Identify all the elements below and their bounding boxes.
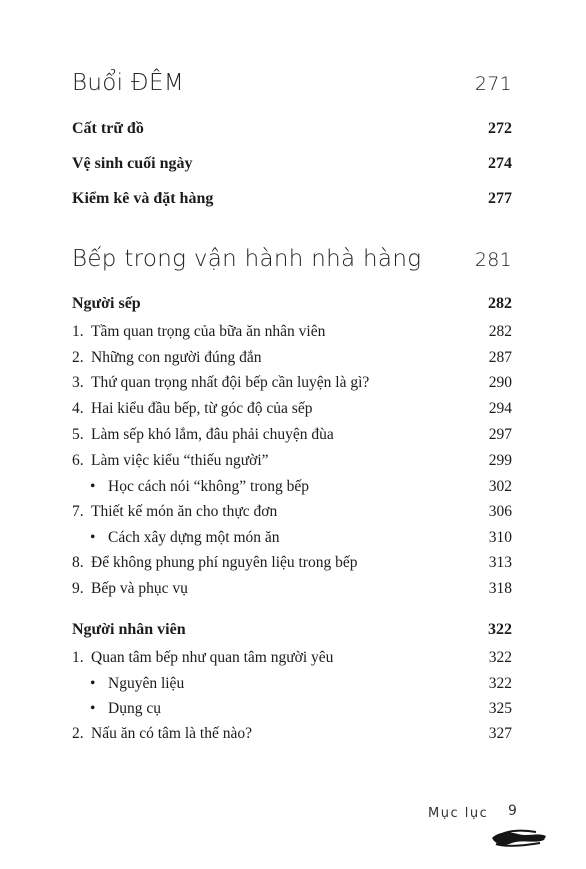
item-title: Quan tâm bếp như quan tâm người yêu	[91, 649, 334, 666]
part-page: 281	[474, 249, 512, 271]
item-number: 4.	[72, 400, 84, 417]
item-page: 327	[488, 725, 512, 742]
toc-section[interactable]	[72, 120, 512, 138]
item-title: Những con người đúng đắn	[91, 349, 262, 366]
toc-section[interactable]	[72, 190, 512, 208]
item-page: 299	[488, 452, 512, 469]
section-title: Vệ sinh cuối ngày	[72, 155, 193, 172]
item-page: 297	[488, 426, 512, 443]
section-title: Cất trữ đồ	[72, 120, 144, 137]
footer-running-title: Mục lục	[428, 806, 489, 821]
item-number: 6.	[72, 452, 84, 469]
bullet-icon: •	[90, 700, 96, 717]
item-number: 8.	[72, 554, 84, 571]
toc-item[interactable]	[72, 349, 512, 367]
item-number: 2.	[72, 725, 84, 742]
toc-item[interactable]	[72, 649, 512, 667]
item-number: 1.	[72, 649, 84, 666]
item-page: 287	[488, 349, 512, 366]
item-title: Thứ quan trọng nhất đội bếp cần luyện là gì?	[91, 374, 370, 391]
section-title: Người nhân viên	[72, 621, 186, 638]
item-number: 5.	[72, 426, 84, 443]
part-title: Bếp trong vận hành nhà hàng	[72, 246, 422, 272]
toc-part-heading[interactable]	[72, 70, 512, 96]
ink-scribble-icon	[488, 826, 550, 850]
section-title: Người sếp	[72, 295, 141, 312]
toc-part-heading[interactable]	[72, 246, 512, 272]
item-title: Làm sếp khó lắm, đâu phải chuyện đùa	[91, 426, 334, 443]
item-page: 290	[488, 374, 512, 391]
toc-subitem[interactable]	[90, 700, 512, 718]
section-page: 322	[488, 621, 512, 638]
subitem-page: 322	[488, 675, 512, 692]
part-title: Buổi ĐÊM	[72, 70, 185, 96]
toc-subitem[interactable]	[90, 529, 512, 547]
toc-item[interactable]	[72, 580, 512, 598]
subitem-title: Dụng cụ	[108, 700, 161, 717]
subitem-page: 325	[488, 700, 512, 717]
section-page: 274	[488, 155, 512, 172]
section-page: 282	[488, 295, 512, 312]
toc-item[interactable]	[72, 554, 512, 572]
item-number: 7.	[72, 503, 84, 520]
item-page: 306	[488, 503, 512, 520]
toc-section[interactable]	[72, 621, 512, 639]
item-number: 9.	[72, 580, 84, 597]
toc-item[interactable]	[72, 725, 512, 743]
bullet-icon: •	[90, 478, 96, 495]
item-page: 322	[488, 649, 512, 666]
item-title: Hai kiểu đầu bếp, từ góc độ của sếp	[91, 400, 313, 417]
section-title: Kiểm kê và đặt hàng	[72, 190, 214, 207]
page-number: 9	[508, 803, 517, 819]
subitem-page: 310	[488, 529, 512, 546]
subitem-title: Học cách nói “không” trong bếp	[108, 478, 310, 495]
item-page: 318	[488, 580, 512, 597]
item-page: 313	[488, 554, 512, 571]
subitem-title: Nguyên liệu	[108, 675, 185, 692]
toc-item[interactable]	[72, 452, 512, 470]
toc-section[interactable]	[72, 155, 512, 173]
item-page: 282	[488, 323, 512, 340]
subitem-page: 302	[488, 478, 512, 495]
toc-item[interactable]	[72, 323, 512, 341]
toc-section[interactable]	[72, 295, 512, 313]
toc-item[interactable]	[72, 426, 512, 444]
item-number: 1.	[72, 323, 84, 340]
item-number: 3.	[72, 374, 84, 391]
item-number: 2.	[72, 349, 84, 366]
toc-subitem[interactable]	[90, 478, 512, 496]
bullet-icon: •	[90, 529, 96, 546]
section-page: 272	[488, 120, 512, 137]
toc-item[interactable]	[72, 400, 512, 418]
item-title: Làm việc kiểu “thiếu người”	[91, 452, 269, 469]
item-title: Tầm quan trọng của bữa ăn nhân viên	[91, 323, 326, 340]
toc-subitem[interactable]	[90, 675, 512, 693]
item-title: Để không phung phí nguyên liệu trong bếp	[91, 554, 358, 571]
section-page: 277	[488, 190, 512, 207]
item-page: 294	[488, 400, 512, 417]
item-title: Nấu ăn có tâm là thế nào?	[91, 725, 252, 742]
toc-item[interactable]	[72, 503, 512, 521]
part-page: 271	[474, 73, 512, 95]
item-title: Thiết kế món ăn cho thực đơn	[91, 503, 278, 520]
toc-item[interactable]	[72, 374, 512, 392]
bullet-icon: •	[90, 675, 96, 692]
subitem-title: Cách xây dựng một món ăn	[108, 529, 280, 546]
item-title: Bếp và phục vụ	[91, 580, 188, 597]
